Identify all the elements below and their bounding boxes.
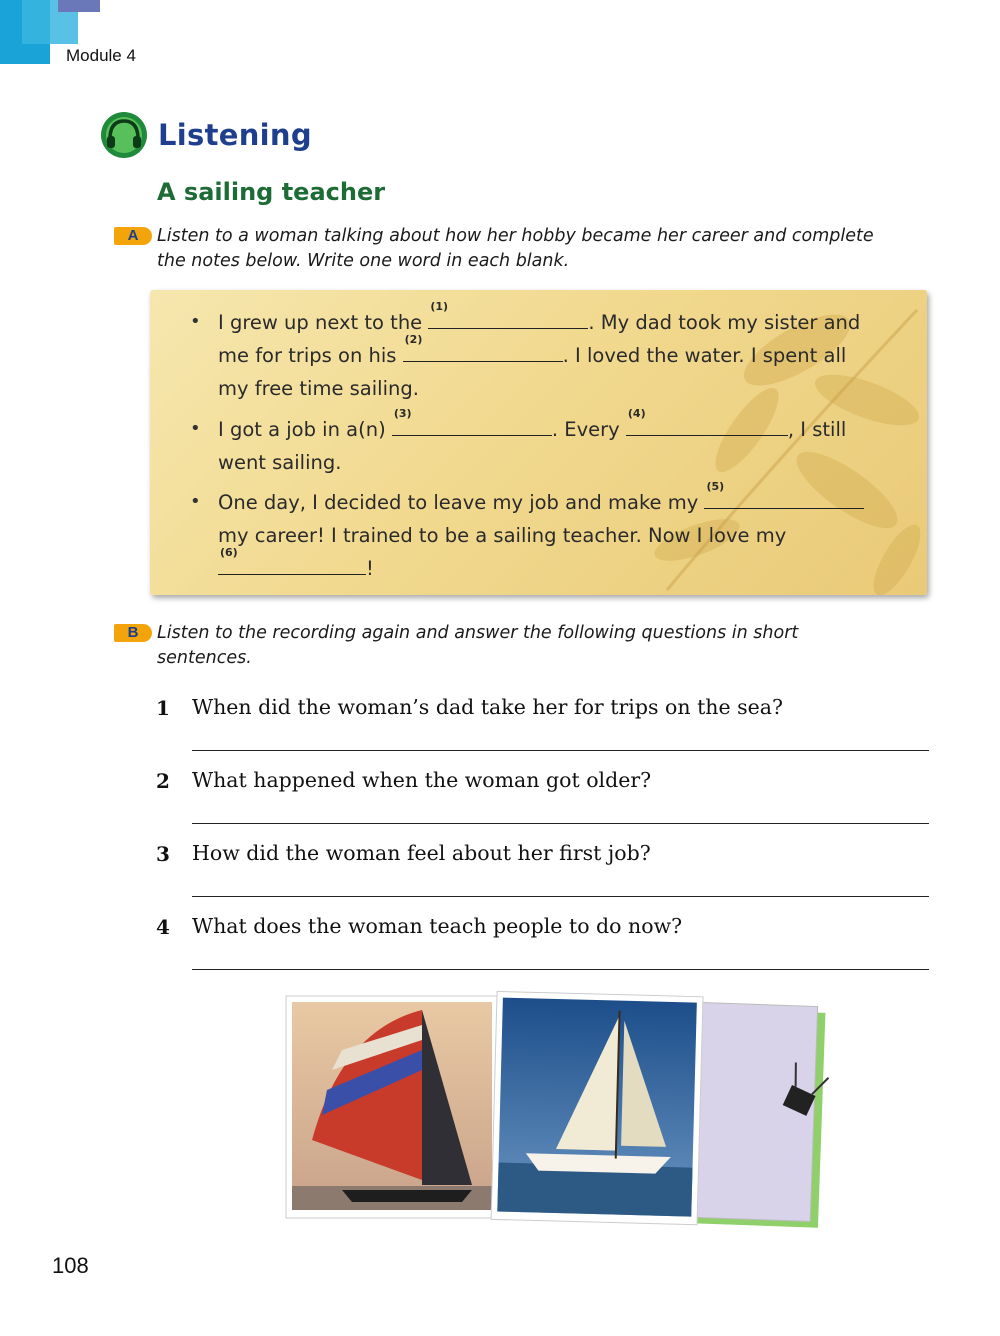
sailing-photos	[272, 990, 852, 1240]
question-4-text: What does the woman teach people to do now?	[192, 914, 683, 938]
blank-1[interactable]: (1)	[428, 308, 588, 329]
note-3-line1: One day, I decided to leave my job and make my (5)	[218, 486, 908, 519]
photo-spinnaker	[286, 996, 498, 1218]
section-subtitle: A sailing teacher	[157, 178, 386, 206]
blank-3[interactable]: (3)	[392, 415, 552, 436]
note-3-line2: my career! I trained to be a sailing teacher. Now I love my	[218, 524, 787, 547]
note-3-line3: (6) !	[220, 546, 374, 580]
answer-line-2[interactable]	[192, 823, 929, 824]
part-b-instruction-line2: sentences.	[157, 648, 252, 668]
question-4-number: 4	[156, 915, 170, 939]
blank-4[interactable]: (4)	[626, 415, 788, 436]
question-3-text: How did the woman feel about her first job?	[192, 841, 651, 865]
question-2-text: What happened when the woman got older?	[192, 768, 652, 792]
question-1-number: 1	[156, 696, 170, 720]
question-3-number: 3	[156, 842, 170, 866]
note-2-line1: I got a job in a(n) (3) . Every (4) , I still	[218, 407, 847, 441]
photo-sailboat	[491, 991, 703, 1224]
part-a-instruction-line2: the notes below. Write one word in each blank.	[157, 251, 570, 271]
question-2-number: 2	[156, 769, 170, 793]
blank-5[interactable]: (5)	[704, 488, 864, 509]
blank-2[interactable]: (2)	[403, 341, 563, 362]
bullet-1: •	[190, 311, 201, 332]
answer-line-3[interactable]	[192, 896, 929, 897]
question-1-text: When did the woman’s dad take her for trips on the sea?	[192, 695, 784, 719]
page-number: 108	[52, 1253, 89, 1278]
part-a-badge: A	[114, 227, 152, 245]
part-a-instruction-line1: Listen to a woman talking about how her hobby became her career and complete	[157, 226, 874, 246]
bullet-2: •	[190, 418, 201, 439]
part-b-badge: B	[114, 624, 152, 642]
note-1-line3: my free time sailing.	[218, 377, 419, 400]
headphones-icon	[98, 111, 150, 159]
module-label: Module 4	[66, 46, 136, 65]
bullet-3: •	[190, 491, 201, 512]
section-title: Listening	[158, 118, 312, 152]
blank-6[interactable]: (6)	[218, 554, 366, 575]
part-b-instruction-line1: Listen to the recording again and answer the following questions in short	[157, 623, 799, 643]
note-1-line1: I grew up next to the (1) . My dad took my sister and	[218, 300, 861, 334]
answer-line-4[interactable]	[192, 969, 929, 970]
note-1-line2: me for trips on his (2) . I loved the water. I spent all	[218, 333, 847, 367]
note-2-line2: went sailing.	[218, 451, 342, 474]
answer-line-1[interactable]	[192, 750, 929, 751]
